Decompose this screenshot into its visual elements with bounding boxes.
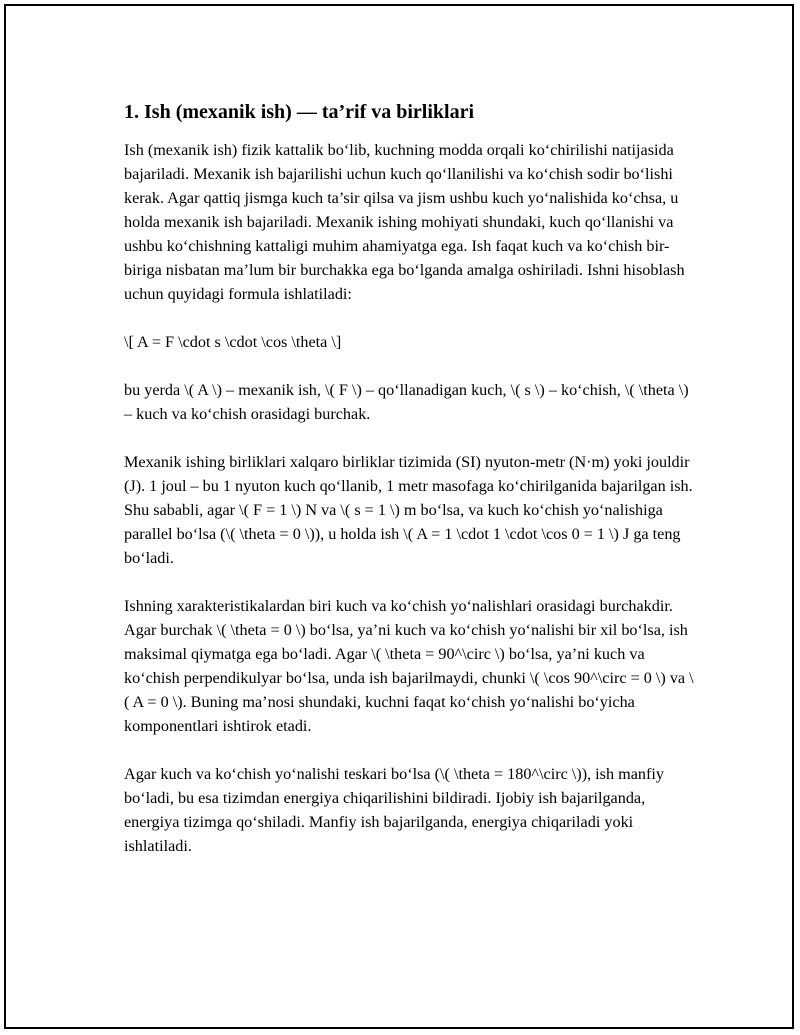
document-body <box>124 98 694 882</box>
formula-line: \[ A = F \cdot s \cdot \cos \theta \] <box>124 333 342 351</box>
negative-work-paragraph: Agar kuch va ko‘chish yo‘nalishi teskari bo‘lsa (\( \theta = 180^\circ \)), ish manfiy bo‘ladi, bu esa tizimdan energiya chiqarilishini bildiradi. Ijobiy ish bajarilganda, energiya tizimga qo‘shiladi. Manfiy ish bajarilganda, energiya chiqariladi yoki ishlatiladi. <box>124 765 664 855</box>
variables-paragraph: bu yerda \( A \) – mexanik ish, \( F \) – qo‘llanadigan kuch, \( s \) – ko‘chish, \( \theta \) – kuch va ko‘chish orasidagi burchak. <box>124 381 689 423</box>
page-frame <box>4 4 794 1029</box>
section-heading: 1. Ish (mexanik ish) — ta’rif va birliklari <box>124 101 475 123</box>
intro-paragraph: Ish (mexanik ish) fizik kattalik bo‘lib, kuchning modda orqali ko‘chirilishi natijasida bajariladi. Mexanik ish bajarilishi uchun kuch qo‘llanilishi va ko‘chish sodir bo‘lishi kerak. Agar qattiq jismga kuch ta’sir qilsa va jism ushbu kuch yo‘nalishida ko‘chsa, u holda mexanik ish bajariladi. Mexanik ishing mohiyati shundaki, kuch qo‘llanishi va ushbu ko‘chishning kattaligi muhim ahamiyatga ega. Ish faqat kuch va ko‘chish bir-biriga nisbatan ma’lum bir burchakka ega bo‘lganda amalga oshiriladi. Ishni hisoblash uchun quyidagi formula ishlatiladi: <box>124 141 685 303</box>
angle-paragraph: Ishning xarakteristikalardan biri kuch va ko‘chish yo‘nalishlari orasidagi burchakdir. Agar burchak \( \theta = 0 \) bo‘lsa, ya’ni kuch va ko‘chish yo‘nalishi bir xil bo‘lsa, ish maksimal qiymatga ega bo‘ladi. Agar \( \theta = 90^\circ \) bo‘lsa, ya’ni kuch va ko‘chish perpendikulyar bo‘lsa, unda ish bajarilmaydi, chunki \( \cos 90^\circ = 0 \) va \( A = 0 \). Buning ma’nosi shundaki, kuchni faqat ko‘chish yo‘nalishi bo‘yicha komponentlari ishtirok etadi. <box>124 597 694 735</box>
units-paragraph: Mexanik ishing birliklari xalqaro birliklar tizimida (SI) nyuton-metr (N·m) yoki jouldir (J). 1 joul – bu 1 nyuton kuch qo‘llanib, 1 metr masofaga ko‘chirilganida bajarilgan ish. Shu sababli, agar \( F = 1 \) N va \( s = 1 \) m bo‘lsa, va kuch ko‘chish yo‘nalishiga parallel bo‘lsa (\( \theta = 0 \)), u holda ish \( A = 1 \cdot 1 \cdot \cos 0 = 1 \) J ga teng bo‘ladi. <box>124 453 693 567</box>
